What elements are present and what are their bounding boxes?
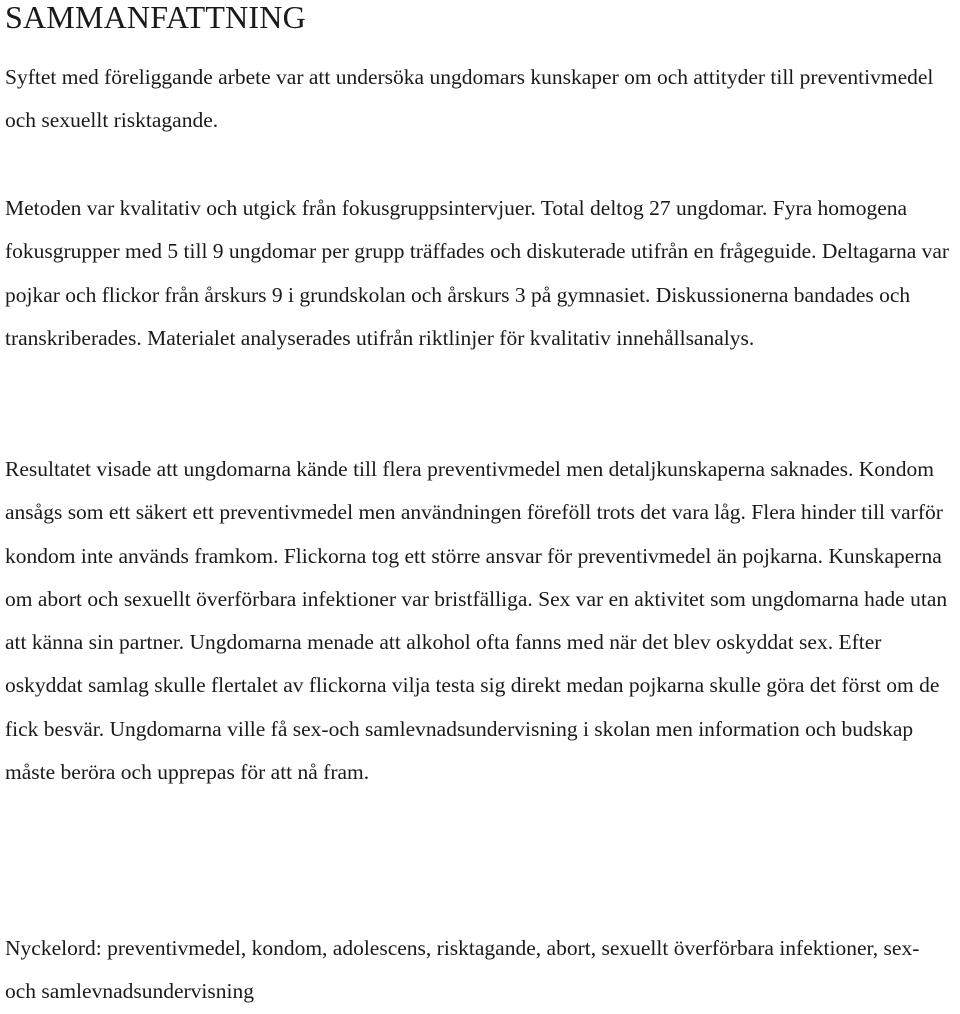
paragraph-purpose: Syftet med föreliggande arbete var att undersöka ungdomars kunskaper om och attityder till preventivmedel och sexuellt risktagande. bbox=[5, 65, 934, 133]
page-title: SAMMANFATTNING bbox=[5, 0, 306, 35]
paragraph-results: Resultatet visade att ungdomarna kände till flera preventivmedel men detaljkunskaperna saknades. Kondom ansågs som ett säkert ett preventivmedel men användningen föreföll trots det vara låg. Flera hinder till varför kondom inte används framkom. Flickorna tog ett större ansvar för preventivmedel än pojkarna. Kunskaperna om abort och sexuellt överförbara infektioner var bristfälliga. Sex var en aktivitet som ungdomarna hade utan att känna sin partner. Ungdomarna menade att alkohol ofta fanns med när det blev oskyddat sex. Efter oskyddat samlag skulle flertalet av flickorna vilja testa sig direkt medan pojkarna skulle göra det först om de fick besvär. Ungdomarna ville få sex-och samlevnadsundervisning i skolan men information och budskap måste beröra och upprepas för att nå fram. bbox=[5, 457, 948, 785]
paragraph-method: Metoden var kvalitativ och utgick från fokusgruppsintervjuer. Total deltog 27 ungdomar. Fyra homogena fokusgrupper med 5 till 9 ungdomar per grupp träffades och diskuterade utifrån en frågeguide. Deltagarna var pojkar och flickor från årskurs 9 i grundskolan och årskurs 3 på gymnasiet. Diskussionerna bandades och transkriberades. Materialet analyserades utifrån riktlinjer för kvalitativ innehållsanalys. bbox=[5, 196, 950, 350]
paragraph-keywords: Nyckelord: preventivmedel, kondom, adolescens, risktagande, abort, sexuellt överförbara infektioner, sex- och samlevnadsundervisning bbox=[5, 936, 920, 1004]
